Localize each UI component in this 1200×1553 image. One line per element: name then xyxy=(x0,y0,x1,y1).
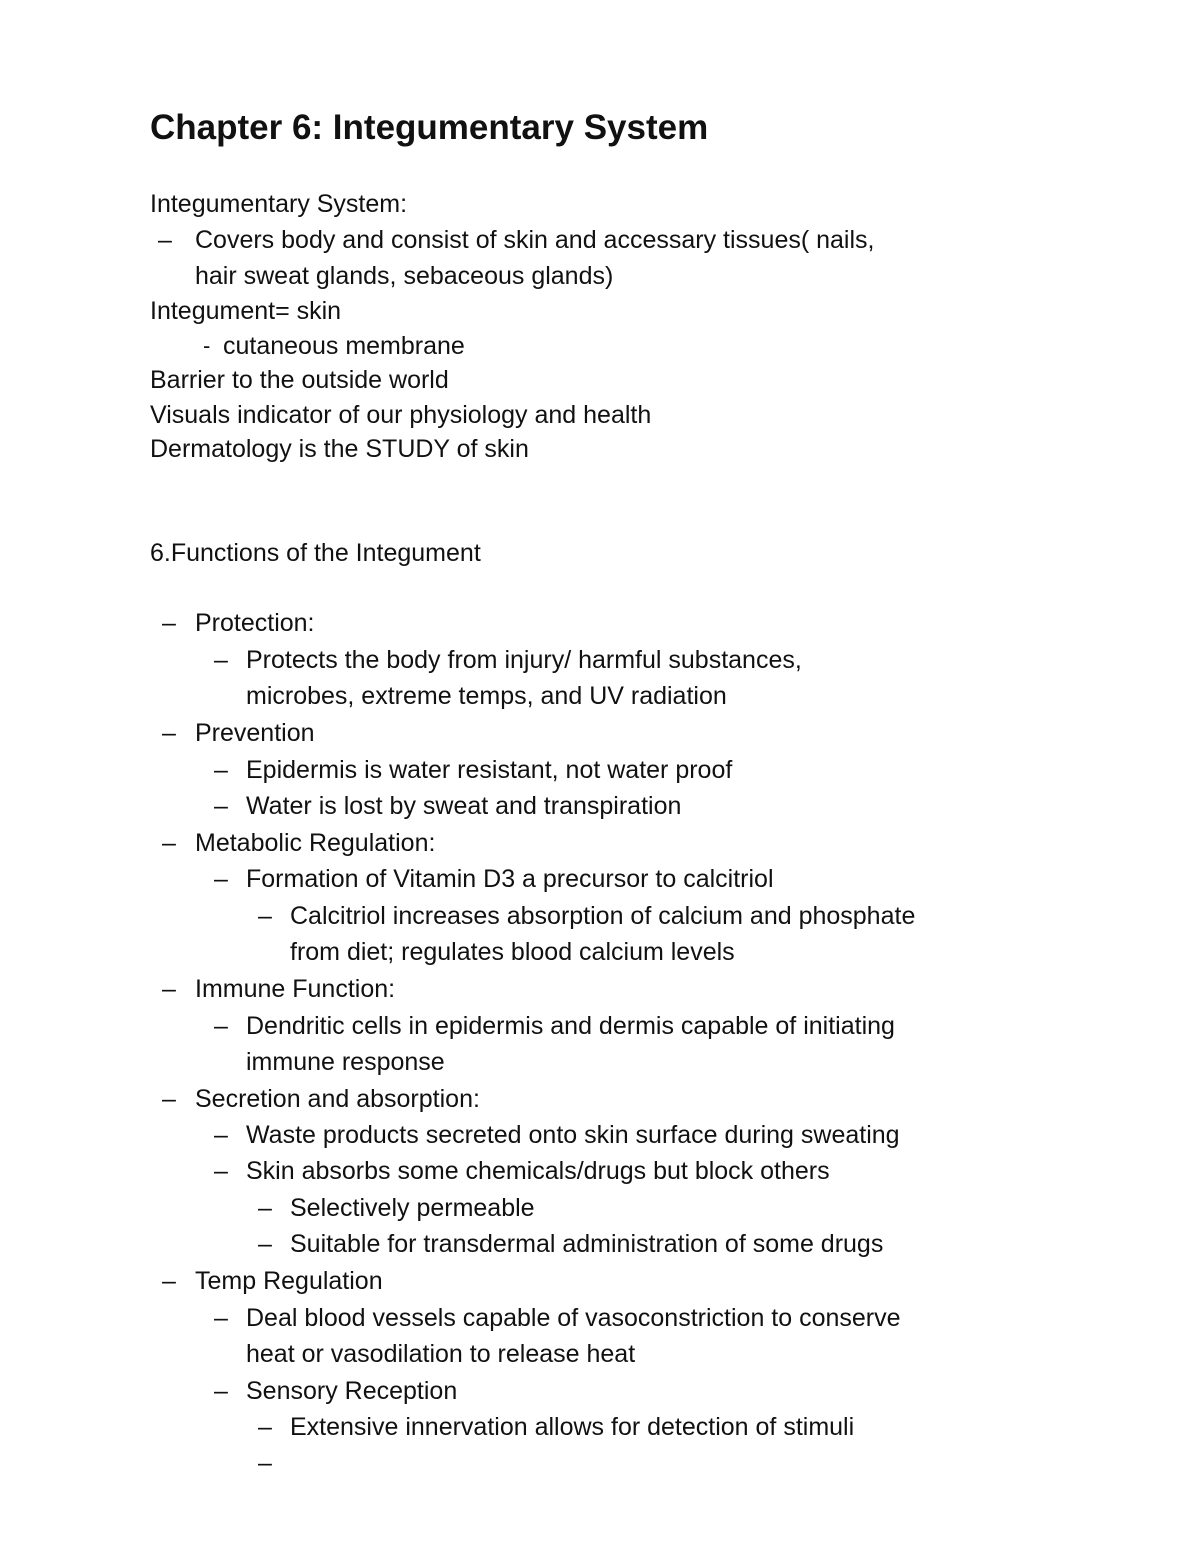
sensory-sub: Sensory Reception xyxy=(246,1377,458,1405)
intro-bullet-line-2: hair sweat glands, sebaceous glands) xyxy=(195,262,614,290)
intro-bullet-line-1: Covers body and consist of skin and accessary tissues( nails, xyxy=(195,226,875,254)
temp-sub-line-1: Deal blood vessels capable of vasoconstriction to conserve xyxy=(246,1304,901,1332)
bullet-dash: – xyxy=(214,1012,228,1040)
immune-sub-line-1: Dendritic cells in epidermis and dermis capable of initiating xyxy=(246,1012,895,1040)
barrier-line: Barrier to the outside world xyxy=(150,366,449,394)
bullet-dash: – xyxy=(258,1194,272,1222)
secretion-subsub-2: Suitable for transdermal administration of some drugs xyxy=(290,1230,884,1258)
functions-heading: 6.Functions of the Integument xyxy=(150,539,481,567)
page-title: Chapter 6: Integumentary System xyxy=(150,108,709,147)
bullet-dash: – xyxy=(258,1230,272,1258)
prevention-item: Prevention xyxy=(195,719,315,747)
temp-sub-line-2: heat or vasodilation to release heat xyxy=(246,1340,636,1368)
metabolic-subsub-line-2: from diet; regulates blood calcium levels xyxy=(290,938,735,966)
bullet-dash: – xyxy=(258,902,272,930)
protection-item: Protection: xyxy=(195,609,315,637)
bullet-dash: – xyxy=(162,975,176,1003)
metabolic-subsub-line-1: Calcitriol increases absorption of calcium and phosphate xyxy=(290,902,916,930)
bullet-dash: – xyxy=(214,1157,228,1185)
cutaneous-line: cutaneous membrane xyxy=(223,332,465,360)
bullet-dash: – xyxy=(214,1377,228,1405)
sensory-subsub-1: Extensive innervation allows for detection of stimuli xyxy=(290,1413,855,1441)
secretion-sub-2: Skin absorbs some chemicals/drugs but block others xyxy=(246,1157,830,1185)
bullet-dash: – xyxy=(214,1304,228,1332)
bullet-dash: – xyxy=(162,1267,176,1295)
bullet-dash: – xyxy=(162,829,176,857)
bullet-dash: - xyxy=(203,333,211,358)
bullet-dash: – xyxy=(258,1449,272,1477)
bullet-dash: – xyxy=(162,719,176,747)
dermatology-line: Dermatology is the STUDY of skin xyxy=(150,435,529,463)
bullet-dash: – xyxy=(162,1085,176,1113)
bullet-dash: – xyxy=(258,1413,272,1441)
bullet-dash: – xyxy=(214,792,228,820)
bullet-dash: – xyxy=(214,1121,228,1149)
bullet-dash: – xyxy=(158,226,172,254)
bullet-dash: – xyxy=(214,646,228,674)
secretion-item: Secretion and absorption: xyxy=(195,1085,480,1113)
metabolic-item: Metabolic Regulation: xyxy=(195,829,436,857)
immune-sub-line-2: immune response xyxy=(246,1048,445,1076)
immune-item: Immune Function: xyxy=(195,975,396,1003)
prevention-sub-2: Water is lost by sweat and transpiration xyxy=(246,792,682,820)
temp-item: Temp Regulation xyxy=(195,1267,383,1295)
secretion-sub-1: Waste products secreted onto skin surface during sweating xyxy=(246,1121,900,1149)
protection-sub-line-2: microbes, extreme temps, and UV radiation xyxy=(246,682,727,710)
bullet-dash: – xyxy=(214,865,228,893)
bullet-dash: – xyxy=(214,756,228,784)
bullet-dash: – xyxy=(162,609,176,637)
metabolic-sub-1: Formation of Vitamin D3 a precursor to calcitriol xyxy=(246,865,774,893)
intro-heading: Integumentary System: xyxy=(150,190,408,218)
integument-line: Integument= skin xyxy=(150,297,342,325)
visuals-line: Visuals indicator of our physiology and health xyxy=(150,401,652,429)
protection-sub-line-1: Protects the body from injury/ harmful substances, xyxy=(246,646,802,674)
prevention-sub-1: Epidermis is water resistant, not water proof xyxy=(246,756,733,784)
secretion-subsub-1: Selectively permeable xyxy=(290,1194,535,1222)
